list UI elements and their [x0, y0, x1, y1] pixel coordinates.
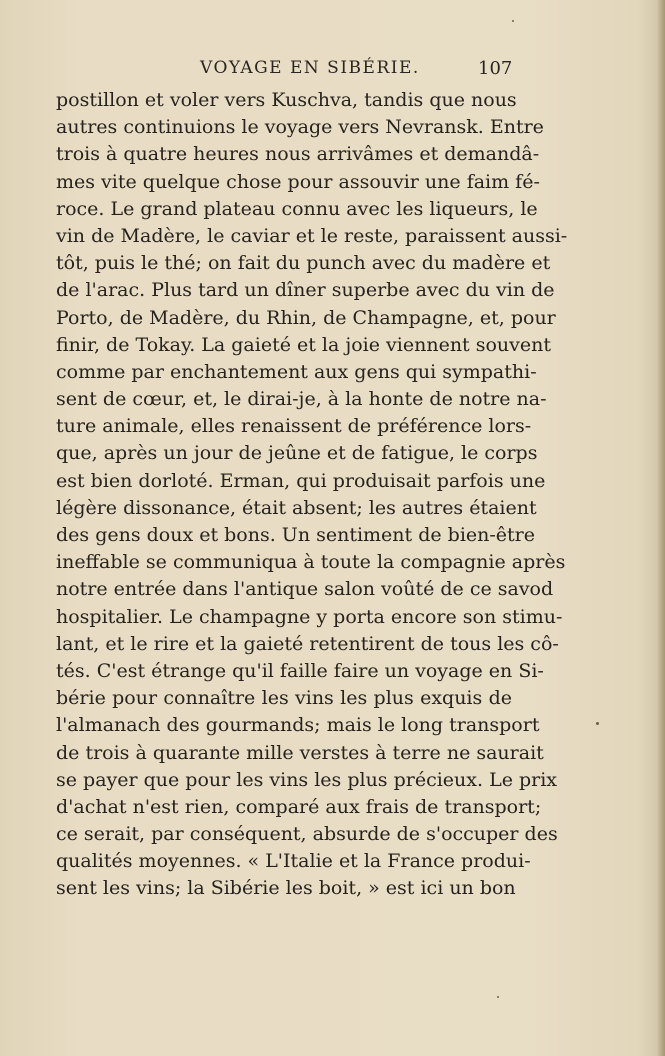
text-line: l'almanach des gourmands; mais le long transport — [56, 714, 540, 737]
text-line: hospitalier. Le champagne y porta encore son stimu- — [56, 605, 563, 628]
text-line: postillon et voler vers Kuschva, tandis que nous — [56, 89, 517, 111]
text-line: notre entrée dans l'antique salon voûté de ce savod — [56, 578, 554, 601]
text-line: d'achat n'est rien, comparé aux frais de transport; — [56, 795, 542, 818]
paper-speck — [596, 722, 599, 725]
text-line: autres continuions le voyage vers Nevransk. Entre — [56, 116, 544, 139]
text-line: sent de cœur, et, le dirai-je, à la honte de notre na- — [56, 388, 547, 411]
page-edge-shadow — [657, 0, 665, 1056]
text-line: bérie pour connaître les vins les plus exquis de — [56, 687, 512, 710]
paper-speck — [497, 996, 499, 998]
text-line: lant, et le rire et la gaieté retentirent de tous les cô- — [56, 632, 559, 655]
text-line: sent les vins; la Sibérie les boit, » est ici un bon — [56, 877, 516, 900]
text-line: des gens doux et bons. Un sentiment de bien-être — [56, 524, 536, 546]
text-line: Porto, de Madère, du Rhin, de Champagne, et, pour — [56, 306, 556, 329]
text-line: ture animale, elles renaissent de préférence lors- — [56, 415, 532, 438]
text-line: vin de Madère, le caviar et le reste, paraissent aussi- — [56, 224, 568, 247]
text-line: ineffable se communiqua à toute la compagnie après — [56, 551, 566, 574]
text-line: se payer que pour les vins les plus précieux. Le prix — [56, 768, 558, 791]
text-line: finir, de Tokay. La gaieté et la joie viennent souvent — [56, 333, 552, 356]
text-line: est bien dorloté. Erman, qui produisait parfois une — [56, 469, 546, 492]
text-line: que, après un jour de jeûne et de fatigue, le corps — [56, 442, 538, 465]
page-number: 107 — [478, 58, 513, 79]
paper-speck — [512, 20, 514, 22]
text-line: trois à quatre heures nous arrivâmes et demandâ- — [56, 143, 540, 166]
page-header — [0, 58, 665, 86]
text-line: mes vite quelque chose pour assouvir une faim fé- — [56, 170, 540, 193]
text-line: de l'arac. Plus tard un dîner superbe avec du vin de — [56, 279, 555, 302]
running-title: VOYAGE EN SIBÉRIE. — [200, 58, 420, 78]
text-line: tôt, puis le thé; on fait du punch avec du madère et — [56, 252, 551, 275]
text-line: de trois à quarante mille verstes à terre ne saurait — [56, 741, 544, 764]
text-line: légère dissonance, était absent; les autres étaient — [56, 496, 537, 519]
text-line: comme par enchantement aux gens qui sympathi- — [56, 360, 537, 383]
body-paragraph — [56, 87, 568, 903]
text-line: qualités moyennes. « L'Italie et la France produi- — [56, 850, 531, 873]
text-line: roce. Le grand plateau connu avec les liqueurs, le — [56, 197, 538, 220]
text-line: ce serait, par conséquent, absurde de s'occuper des — [56, 823, 558, 846]
text-line: tés. C'est étrange qu'il faille faire un voyage en Si- — [56, 659, 544, 682]
